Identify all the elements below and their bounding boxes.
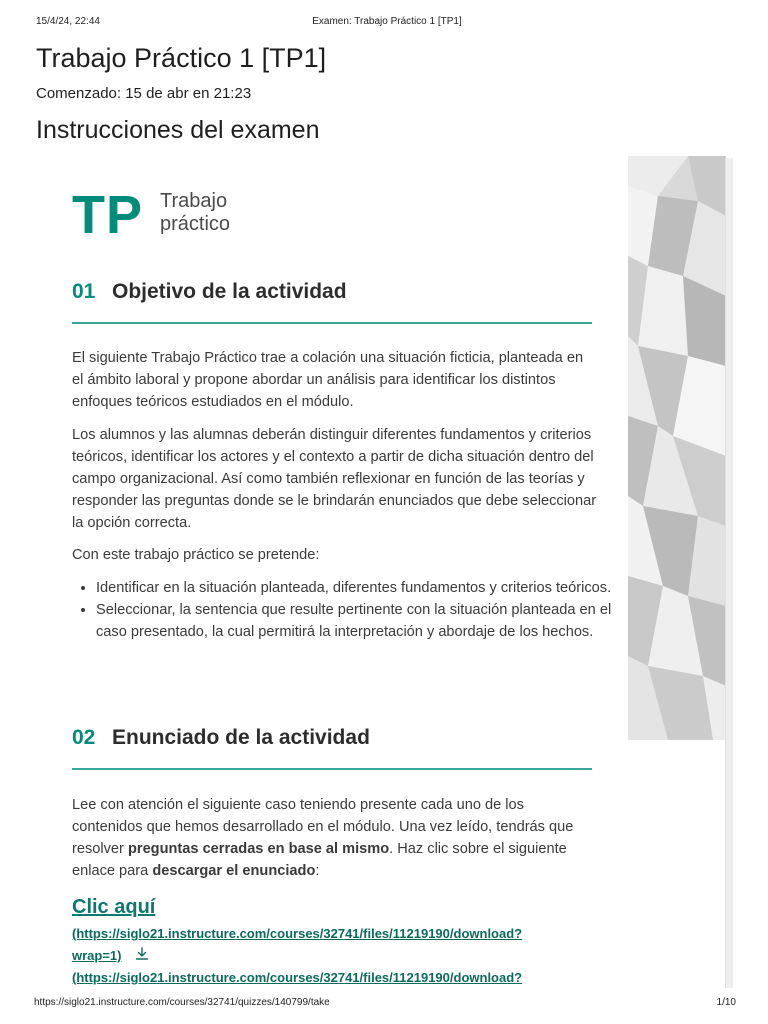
print-url: https://siglo21.instructure.com/courses/32741/quizzes/140799/take	[34, 997, 330, 1008]
download-url-link-2[interactable]: (https://siglo21.instructure.com/courses/32741/files/11219190/download?	[72, 970, 523, 985]
print-page-number: 1/10	[716, 997, 736, 1008]
download-url-link-1[interactable]: (https://siglo21.instructure.com/courses/32741/files/11219190/download?	[72, 926, 523, 941]
tp-logo-word-line2: práctico	[160, 213, 231, 235]
section-01-heading: Objetivo de la actividad	[112, 280, 347, 303]
objective-paragraph-1: El siguiente Trabajo Práctico trae a colación una situación ficticia, planteada en el ámbito laboral y propone abordar un análisis para identificar los distintos enfoques teóricos estudiados en el módulo.	[72, 350, 584, 410]
statement-text-3: :	[315, 863, 320, 879]
print-footer	[36, 997, 736, 1011]
section-01-number: 01	[72, 280, 96, 303]
tp-logo	[72, 184, 272, 246]
page-title: Trabajo Práctico 1 [TP1]	[36, 43, 327, 73]
tp-logo-wordmark	[160, 190, 230, 236]
section-02-divider	[72, 768, 592, 770]
page-scroll-edge	[725, 158, 733, 988]
statement-bold-2: descargar el enunciado	[152, 863, 316, 879]
list-item: • Identificar en la situación planteada, diferentes fundamentos y criterios teóricos.	[96, 577, 622, 599]
statement-text-2: . Haz clic sobre el siguiente enlace para	[72, 841, 567, 879]
download-url-link-1-continued[interactable]: wrap=1)	[72, 948, 122, 963]
instructions-heading: Instrucciones del examen	[36, 116, 320, 144]
statement-bold-1: preguntas cerradas en base al mismo	[127, 841, 390, 857]
section-01-header	[72, 278, 592, 318]
started-timestamp: Comenzado: 15 de abr en 21:23	[36, 85, 252, 102]
tp-logo-word-line1: Trabajo	[160, 190, 228, 212]
objective-paragraph-2: Los alumnos y las alumnas deberán distinguir diferentes fundamentos y criterios teóricos, identificar los actores y el contexto a partir de dicha situación dentro del campo organizacional. Así como también reflexionar en función de las teorías y responder las preguntas donde se le brindarán enunciados que debe seleccionar la opción correcta.	[72, 427, 597, 531]
download-icon[interactable]	[134, 946, 150, 962]
print-document-title: Examen: Trabajo Práctico 1 [TP1]	[312, 16, 462, 27]
objective-paragraph-3: Con este trabajo práctico se pretende:	[72, 547, 320, 563]
objective-bullet-list	[72, 577, 622, 643]
section-02-heading: Enunciado de la actividad	[112, 726, 370, 749]
decorative-image	[628, 156, 726, 740]
download-statement-link[interactable]: Clic aquí	[72, 896, 156, 918]
section-02-number: 02	[72, 726, 96, 749]
tp-logo-mark: TP	[72, 185, 144, 245]
section-01-divider	[72, 322, 592, 324]
list-item: • Seleccionar, la sentencia que resulte pertinente con la situación planteada en el caso presentado, la cual permitirá la interpretación y abordaje de los hechos.	[96, 599, 622, 643]
print-header	[36, 16, 738, 30]
section-02-header	[72, 724, 592, 764]
print-date: 15/4/24, 22:44	[36, 16, 100, 27]
statement-text-1: Lee con atención el siguiente caso teniendo presente cada uno de los contenidos que hemos desarrollado en el módulo. Una vez leído, tendrás que resolver	[72, 797, 574, 857]
statement-paragraph	[72, 794, 598, 882]
